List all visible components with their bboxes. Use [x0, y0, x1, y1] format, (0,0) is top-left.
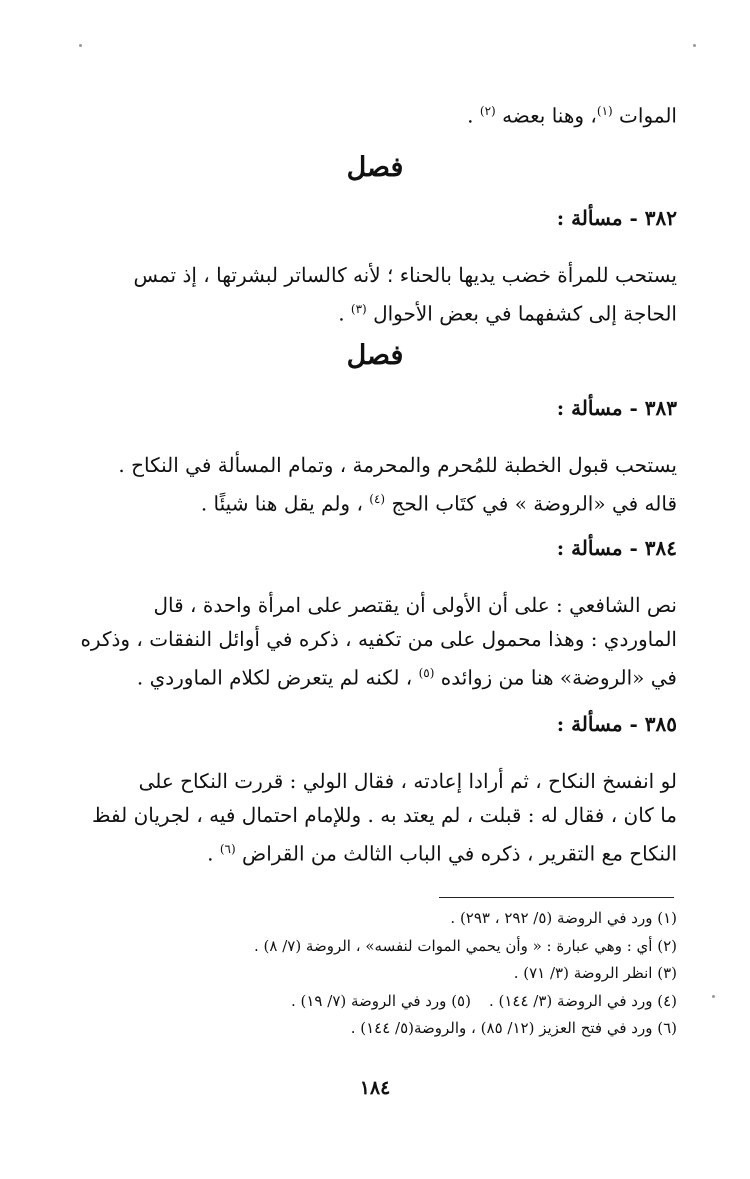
footnote-2: (٢) أي : وهي عبارة : « وأن يحمي الموات لنفسه» ، الروضة (٧/ ٨) . [253, 936, 677, 955]
footnote-divider [439, 897, 674, 898]
footnote-ref-1: (١) [596, 104, 613, 118]
footnote-6: (٦) ورد في فتح العزيز (١٢/ ٨٥) ، والروضة(٥/ ١٤٤) . [350, 1019, 677, 1037]
issue-382-label: ٣٨٢ - مسألة : [556, 206, 677, 230]
footnote-1: (١) ورد في الروضة (٥/ ٢٩٢ ، ٢٩٣) . [450, 909, 677, 927]
paragraph-383 [73, 448, 677, 521]
text-segment: ، وهنا بعضه [495, 103, 597, 128]
paragraph-382 [73, 258, 677, 331]
footnote-ref-2: (٢) [479, 104, 496, 118]
paragraph-line: الماوردي : وهذا محمول على من تكفيه ، ذكره في أوائل النفقات ، وذكره [80, 627, 677, 651]
paragraph-line: النكاح مع التقرير ، ذكره في الباب الثالث من القراض $^{(٦)}$ . [207, 841, 677, 866]
paragraph-line: ما كان ، فقال له : قبلت ، لم يعتد به . وللإمام احتمال فيه ، لجريان لفظ [92, 803, 677, 827]
issue-385-label: ٣٨٥ - مسألة : [556, 712, 677, 736]
text-segment: الموات [612, 103, 677, 128]
text-segment: . [467, 103, 480, 128]
paragraph-line: لو انفسخ النكاح ، ثم أرادا إعادته ، فقال الولي : قررت النكاح على [138, 769, 677, 793]
page-number: ١٨٤ [359, 1077, 391, 1099]
footnote-ref-6: (٦) [219, 842, 236, 856]
paragraph-line: يستحب للمرأة خضب يديها بالحناء ؛ لأنه كالساتر لبشرتها ، إذ تمس [133, 263, 677, 287]
issue-384-label: ٣٨٤ - مسألة : [556, 536, 677, 560]
footnote-ref-3: (٣) [350, 302, 367, 316]
paragraph-line: نص الشافعي : على أن الأولى أن يقتصر على امرأة واحدة ، قال [153, 593, 677, 617]
section-heading: فصل [346, 340, 404, 371]
footnote-row-4-5 [73, 988, 677, 1016]
issue-383-label: ٣٨٣ - مسألة : [556, 396, 677, 420]
paragraph-385 [73, 764, 677, 871]
paragraph-line: قاله في «الروضة » في كتَاب الحج $^{(٤)}$ ، ولم يقل هنا شيئًا . [200, 491, 677, 516]
footnote-4: (٤) ورد في الروضة (٣/ ١٤٤) . [488, 991, 677, 1010]
paragraph-384 [73, 588, 677, 695]
footnote-ref-4: (٤) [369, 492, 386, 506]
footnote-5: (٥) ورد في الروضة (٧/ ١٩) . [290, 991, 471, 1010]
section-heading: فصل [346, 152, 404, 183]
scan-speck [79, 44, 82, 47]
scan-speck [693, 44, 696, 47]
paragraph-line: يستحب قبول الخطبة للمُحرم والمحرمة ، وتمام المسألة في النكاح . [118, 453, 677, 477]
paragraph-line: في «الروضة» هنا من زوائده $^{(٥)}$ ، لكنه لم يتعرض لكلام الماوردي . [136, 665, 677, 690]
footnotes [73, 905, 677, 1043]
footnote-ref-5: (٥) [418, 666, 435, 680]
scan-speck [712, 995, 715, 998]
opening-line [73, 94, 677, 133]
footnote-3: (٣) انظر الروضة (٣/ ٧١) . [513, 964, 677, 982]
paragraph-line: الحاجة إلى كشفهما في بعض الأحوال $^{(٣)}$ . [338, 301, 677, 326]
